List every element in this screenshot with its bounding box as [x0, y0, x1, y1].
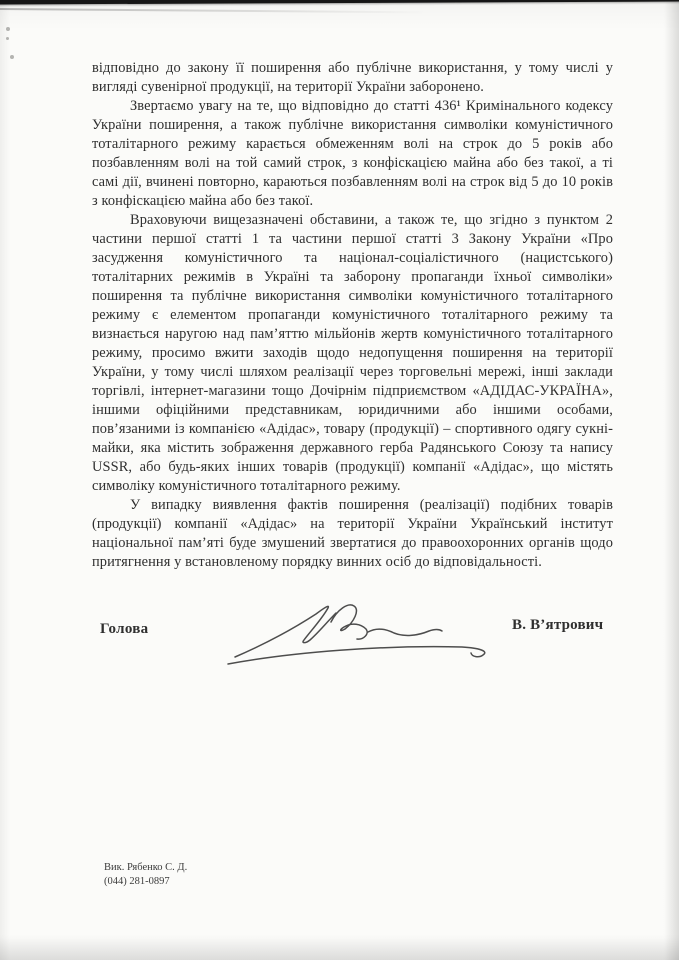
executor-phone: (044) 281-0897	[104, 875, 170, 887]
executor-note	[104, 861, 187, 888]
executor-name: Вик. Рябенко С. Д.	[104, 862, 188, 873]
signer-name: В. В’ятрович	[512, 617, 604, 633]
signer-role-label: Голова	[100, 621, 149, 637]
paragraph-warning: У випадку виявлення фактів поширення (реалізації) подібних товарів (продукції) компанії «Адідас» на території України Український інститут національної пам’яті буде змушений звертатися до правоохоронних органів щодо притягнення у встановленому порядку винних осіб до відповідальності.	[92, 497, 613, 570]
scan-speck	[6, 37, 9, 40]
scan-speck	[10, 55, 14, 59]
signature-icon	[221, 595, 511, 670]
paragraph-continuation: відповідно до закону її поширення або публічне використання, у тому числі у вигляді сувенірної продукції, на території України заборонено.	[92, 60, 613, 95]
paragraph-criminal-code: Звертаємо увагу на те, що відповідно до статті 436¹ Кримінального кодексу України поширення, а також публічне використання символіки комуністичного тоталітарного режиму карається обмеженням волі на строк до 5 років або позбавленням волі на той самий строк, з конфіскацією майна або без такої, а ті самі дії, вчинені повторно, караються позбавленням волі на строк від 5 до 10 років з конфіскацією майна або без такої.	[92, 98, 613, 209]
scan-shadow-line-artifact	[0, 8, 430, 13]
scan-right-shade	[665, 0, 679, 960]
scan-top-edge-artifact	[0, 0, 679, 5]
scan-bottom-shade	[0, 934, 679, 960]
scan-speck	[6, 27, 10, 31]
letter-body-text	[92, 59, 613, 572]
paragraph-request: Враховуючи вищезазначені обставини, а також те, що згідно з пунктом 2 частини першої статті 1 та частини першої статті 3 Закону України «Про засудження комуністичного та націонал-соціалістичного (нацистського) тоталітарних режимів в Україні та заборону пропаганди їхньої символіки» поширення та публічне використання символіки комуністичного тоталітарного режиму є елементом пропаганди комуністичного тоталітарного режиму та визнається наругою над пам’яттю мільйонів жертв комуністичного тоталітарного режиму, просимо вжити заходів щодо недопущення поширення на території України, у тому числі шляхом реалізації через торговельні мережі, інші заклади торгівлі, інтернет-магазини тощо Дочірнім підприємством «АДІДАС-УКРАЇНА», іншими офіційними представникам, юридичними або іншими особами, пов’язаними із компанією «Адідас», товару (продукції) – спортивного одягу сукні-майки, яка містить зображення державного герба Радянського Союзу та напису USSR, або будь-яких інших товарів (продукції) компанії «Адідас», що містять символіку комуністичного тоталітарного режиму.	[92, 212, 613, 494]
